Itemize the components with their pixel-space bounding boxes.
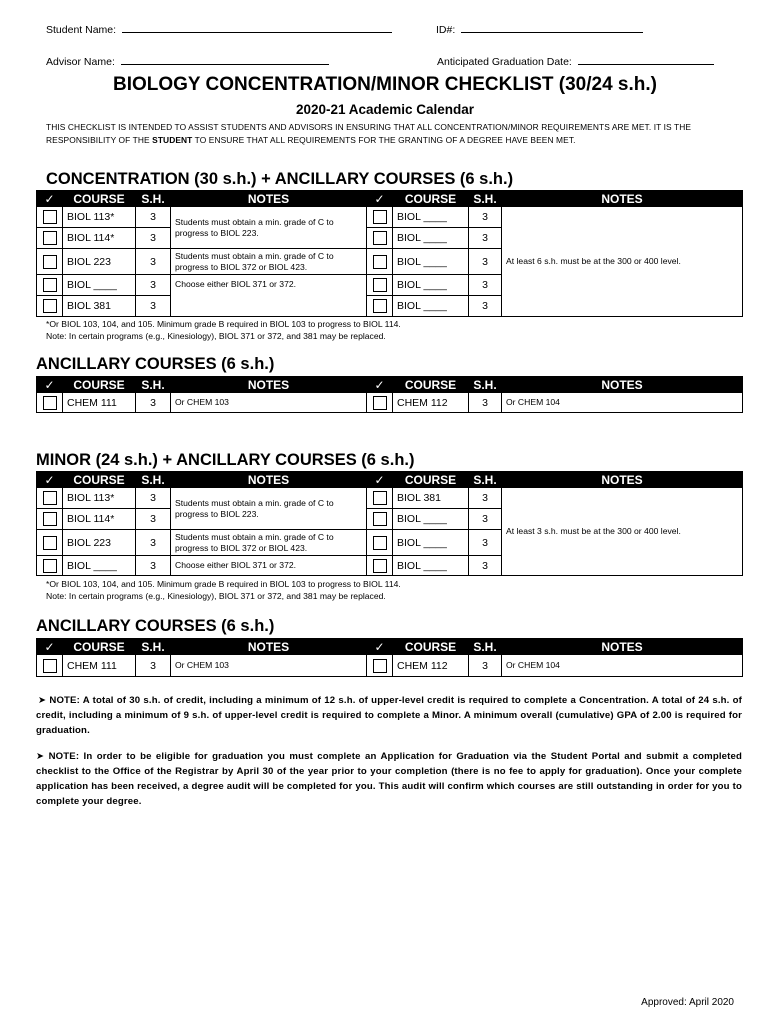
minor-footnote — [46, 578, 401, 602]
note-credit-requirements — [36, 693, 742, 738]
course-cell: CHEM 111 — [63, 655, 136, 677]
checkbox[interactable] — [43, 536, 57, 550]
sh-header: S.H. — [469, 191, 502, 207]
check-header: ✓ — [367, 639, 393, 655]
checkbox[interactable] — [373, 299, 387, 313]
intro-text — [46, 121, 746, 147]
course-header: COURSE — [393, 191, 469, 207]
course-header: COURSE — [63, 639, 136, 655]
student-name-field[interactable] — [46, 22, 392, 36]
intro-part2: TO ENSURE THAT ALL REQUIREMENTS FOR THE GRANTING OF A DEGREE HAVE BEEN MET. — [192, 135, 576, 145]
table-row — [37, 393, 743, 413]
sh-cell: 3 — [136, 296, 171, 317]
sh-header: S.H. — [136, 191, 171, 207]
sh-cell: 3 — [469, 488, 502, 509]
checkbox[interactable] — [43, 512, 57, 526]
sh-cell: 3 — [469, 296, 502, 317]
ancillary-table — [36, 376, 743, 413]
course-header: COURSE — [393, 639, 469, 655]
sh-cell: 3 — [136, 556, 171, 576]
checkbox[interactable] — [43, 659, 57, 673]
notes-header: NOTES — [502, 639, 743, 655]
sh-cell: 3 — [469, 509, 502, 530]
checkbox[interactable] — [43, 278, 57, 292]
sh-cell: 3 — [136, 655, 171, 677]
note-cell: Or CHEM 103 — [171, 655, 367, 677]
sh-header: S.H. — [136, 639, 171, 655]
notes-header: NOTES — [171, 639, 367, 655]
course-header: COURSE — [393, 377, 469, 393]
id-field[interactable] — [436, 22, 643, 36]
sh-header: S.H. — [469, 639, 502, 655]
arrow-icon: ➤ — [38, 695, 47, 706]
course-cell: BIOL ____ — [393, 530, 469, 556]
sh-cell: 3 — [136, 275, 171, 296]
course-header: COURSE — [63, 191, 136, 207]
course-cell: CHEM 111 — [63, 393, 136, 413]
page-title: BIOLOGY CONCENTRATION/MINOR CHECKLIST (30/24 s.h.) — [112, 74, 657, 95]
course-cell: CHEM 112 — [393, 393, 469, 413]
sh-cell: 3 — [469, 249, 502, 275]
ancillary-table — [36, 638, 743, 677]
sh-cell: 3 — [136, 488, 171, 509]
course-cell: BIOL ____ — [393, 556, 469, 576]
course-cell: BIOL ____ — [393, 228, 469, 249]
sh-cell: 3 — [136, 249, 171, 275]
note-graduation-application — [36, 749, 742, 809]
course-header: COURSE — [63, 472, 136, 488]
arrow-icon: ➤ — [36, 751, 45, 762]
intro-part1: THIS CHECKLIST IS INTENDED TO ASSIST STUDENTS AND ADVISORS IN ENSURING THAT ALL CONCENTRATION/MINOR REQUIREMENTS ARE MET. IT IS THE RESPONSIBILITY OF THE — [46, 122, 692, 145]
checkbox[interactable] — [43, 255, 57, 269]
student-name-blank — [122, 22, 392, 33]
advisor-name-field[interactable] — [46, 54, 329, 68]
notes-header: NOTES — [502, 191, 743, 207]
check-header: ✓ — [37, 472, 63, 488]
sh-cell: 3 — [469, 207, 502, 228]
note-cell: Or CHEM 104 — [502, 655, 743, 677]
sh-cell: 3 — [136, 393, 171, 413]
sh-cell: 3 — [136, 228, 171, 249]
course-cell: BIOL ____ — [393, 249, 469, 275]
checkbox[interactable] — [43, 491, 57, 505]
note-cell: Students must obtain a min. grade of C to progress to BIOL 372 or BIOL 423. — [171, 530, 367, 556]
checkbox[interactable] — [373, 536, 387, 550]
course-cell: BIOL 223 — [63, 530, 136, 556]
sh-cell: 3 — [136, 530, 171, 556]
table-header-row — [37, 639, 743, 655]
notes-header: NOTES — [171, 472, 367, 488]
table-header-row — [37, 472, 743, 488]
course-cell: BIOL 114* — [63, 228, 136, 249]
course-cell: BIOL 381 — [393, 488, 469, 509]
checkbox[interactable] — [373, 278, 387, 292]
note-cell: Choose either BIOL 371 or 372. — [171, 556, 367, 576]
footnote-line: Note: In certain programs (e.g., Kinesiology), BIOL 371 or 372, and 381 may be replaced. — [46, 331, 386, 341]
table-header-row — [37, 377, 743, 393]
course-cell: BIOL 381 — [63, 296, 136, 317]
course-cell: BIOL ____ — [63, 275, 136, 296]
advisor-name-blank — [121, 54, 329, 65]
ancillary-title: ANCILLARY COURSES (6 s.h.) — [36, 617, 275, 635]
footnote-line: *Or BIOL 103, 104, and 105. Minimum grade B required in BIOL 103 to progress to BIOL 114. — [46, 579, 401, 589]
footnote-line: Note: In certain programs (e.g., Kinesiology), BIOL 371 or 372, and 381 may be replaced. — [46, 591, 386, 601]
check-header: ✓ — [367, 377, 393, 393]
note-cell: Students must obtain a min. grade of C to progress to BIOL 223. — [171, 207, 367, 249]
sh-header: S.H. — [136, 377, 171, 393]
sh-cell: 3 — [469, 275, 502, 296]
course-cell: BIOL ____ — [393, 207, 469, 228]
check-header: ✓ — [37, 191, 63, 207]
sh-header: S.H. — [469, 472, 502, 488]
page-subtitle: 2020-21 Academic Calendar — [295, 102, 475, 117]
note-cell: Students must obtain a min. grade of C to progress to BIOL 223. — [171, 488, 367, 530]
checkbox[interactable] — [373, 659, 387, 673]
course-header: COURSE — [63, 377, 136, 393]
id-label: ID#: — [436, 24, 456, 36]
check-header: ✓ — [37, 639, 63, 655]
sh-cell: 3 — [469, 530, 502, 556]
course-cell: BIOL 223 — [63, 249, 136, 275]
concentration-table — [36, 190, 743, 317]
table-row — [37, 655, 743, 677]
course-cell: BIOL 113* — [63, 207, 136, 228]
course-cell: CHEM 112 — [393, 655, 469, 677]
checkbox[interactable] — [43, 396, 57, 410]
check-header: ✓ — [37, 377, 63, 393]
check-header: ✓ — [367, 191, 393, 207]
id-blank — [461, 22, 643, 33]
checkbox[interactable] — [43, 210, 57, 224]
minor-title: MINOR (24 s.h.) + ANCILLARY COURSES (6 s.h.) — [36, 451, 415, 469]
advisor-name-label: Advisor Name: — [46, 56, 115, 68]
notes-header: NOTES — [171, 377, 367, 393]
table-row — [37, 207, 743, 228]
note-cell: At least 3 s.h. must be at the 300 or 400 level. — [502, 488, 743, 576]
note-text: NOTE: In order to be eligible for graduation you must complete an Application for Graduation via the Student Portal and submit a completed checklist to the Office of the Registrar by April 30 of the year prior to your completion (there is no fee to apply for graduation). Once your complete application has been received, a degree audit will be completed for you. This audit will confirm which courses are still outstanding in order for you to complete your degree. — [36, 751, 743, 807]
approved-date: Approved: April 2020 — [641, 997, 734, 1008]
graduation-date-blank — [578, 54, 714, 65]
course-cell: BIOL 114* — [63, 509, 136, 530]
table-row — [37, 488, 743, 509]
sh-cell: 3 — [136, 207, 171, 228]
sh-header: S.H. — [136, 472, 171, 488]
graduation-date-field[interactable] — [437, 54, 714, 68]
footnote-line: *Or BIOL 103, 104, and 105. Minimum grade B required in BIOL 103 to progress to BIOL 114. — [46, 319, 401, 329]
notes-header: NOTES — [502, 472, 743, 488]
course-cell: BIOL ____ — [393, 296, 469, 317]
checkbox[interactable] — [43, 559, 57, 573]
checkbox[interactable] — [373, 491, 387, 505]
note-cell: Students must obtain a min. grade of C to progress to BIOL 372 or BIOL 423. — [171, 249, 367, 275]
checkbox[interactable] — [373, 210, 387, 224]
sh-cell: 3 — [136, 509, 171, 530]
sh-cell: 3 — [469, 228, 502, 249]
concentration-footnote — [46, 318, 401, 342]
checkbox[interactable] — [373, 512, 387, 526]
checkbox[interactable] — [43, 231, 57, 245]
table-header-row — [37, 191, 743, 207]
course-cell: BIOL ____ — [393, 509, 469, 530]
note-cell: Or CHEM 104 — [502, 393, 743, 413]
intro-bold: STUDENT — [152, 135, 193, 145]
notes-header: NOTES — [502, 377, 743, 393]
student-name-label: Student Name: — [46, 24, 117, 36]
note-cell: Choose either BIOL 371 or 372. — [171, 275, 367, 317]
notes-header: NOTES — [171, 191, 367, 207]
graduation-date-label: Anticipated Graduation Date: — [437, 56, 572, 68]
course-cell: BIOL 113* — [63, 488, 136, 509]
sh-cell: 3 — [469, 556, 502, 576]
note-text: NOTE: A total of 30 s.h. of credit, including a minimum of 12 s.h. of upper-level credit is required to complete a Concentration. A total of 24 s.h. of credit, including a minimum of 9 s.h. of upper-level credit is required to complete a Minor. A minimum overall (cumulative) GPA of 2.00 is required for graduation. — [36, 695, 742, 736]
minor-table — [36, 471, 743, 576]
check-header: ✓ — [367, 472, 393, 488]
checkbox[interactable] — [373, 231, 387, 245]
course-cell: BIOL ____ — [393, 275, 469, 296]
sh-cell: 3 — [469, 393, 502, 413]
note-cell: At least 6 s.h. must be at the 300 or 400 level. — [502, 207, 743, 317]
sh-header: S.H. — [469, 377, 502, 393]
sh-cell: 3 — [469, 655, 502, 677]
ancillary-title: ANCILLARY COURSES (6 s.h.) — [36, 355, 275, 373]
concentration-title: CONCENTRATION (30 s.h.) + ANCILLARY COURSES (6 s.h.) — [46, 170, 514, 188]
checkbox[interactable] — [373, 559, 387, 573]
course-cell: BIOL ____ — [63, 556, 136, 576]
note-cell: Or CHEM 103 — [171, 393, 367, 413]
checkbox[interactable] — [43, 299, 57, 313]
checkbox[interactable] — [373, 255, 387, 269]
course-header: COURSE — [393, 472, 469, 488]
checkbox[interactable] — [373, 396, 387, 410]
